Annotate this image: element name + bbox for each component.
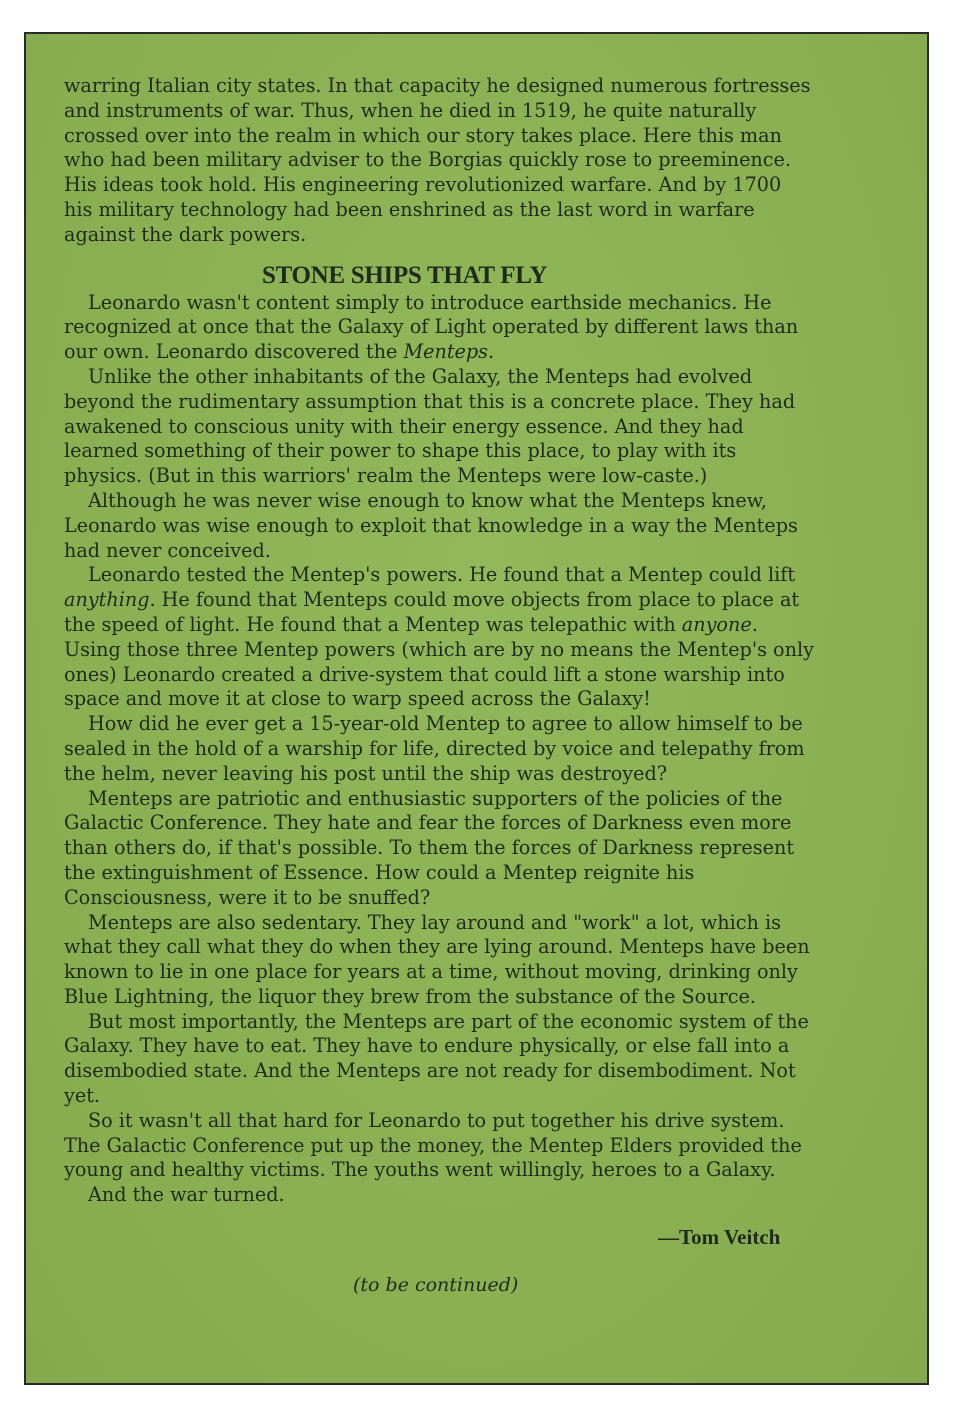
paragraph-5: How did he ever get a 15-year-old Mentep to agree to allow himself to be sealed in the hold of a warship for life, directed by voice and telepathy from the helm, never leaving his post until the ship was destroyed? (64, 712, 805, 785)
paragraph-7: Menteps are also sedentary. They lay around and "work" a lot, which is what they call what they do when they are lying around. Menteps have been known to lie in one place for years at a time, without moving, drinking only Blue Lightning, the liquor they brew from the substance of the Source. (64, 910, 810, 1008)
section-heading: STONE SHIPS THAT FLY (262, 261, 548, 289)
to-be-continued-note: (to be continued) (353, 1274, 519, 1296)
intro-paragraph: warring Italian city states. In that capacity he designed numerous fortresses and instruments of war. Thus, when he died in 1519, he quite naturally crossed over into the realm in which our story takes place. Here this man who had been military adviser to the Borgias quickly rose to preeminence. His ideas took hold. His engineering revolutionized warfare. And by 1700 his military technology had been enshrined as the last word in warfare against the dark powers. (64, 74, 811, 246)
paragraph-8: But most importantly, the Menteps are part of the economic system of the Galaxy. They have to eat. They have to endure physically, or else fall into a disembodied state. And the Menteps are not ready for disembodiment. Not yet. (64, 1009, 809, 1108)
paragraph-3: Although he was never wise enough to know what the Menteps knew, Leonardo was wise enough to exploit that knowledge in a way the Menteps had never conceived. (64, 488, 798, 562)
paragraph-2: Unlike the other inhabitants of the Galaxy, the Menteps had evolved beyond the rudimentary assumption that this is a concrete place. They had awakened to conscious unity with their energy essence. And they had learned something of their power to shape this place, to play with its physics. (But in this warriors' realm the Menteps were low-caste.) (64, 364, 796, 488)
paragraph-1: Leonardo wasn't content simply to introduce earthside mechanics. He recognized at once that the Galaxy of Light operated by different laws than our own. Leonardo discovered the Menteps. (64, 290, 799, 364)
paragraph-10: And the war turned. (88, 1183, 285, 1207)
paragraph-9: So it wasn't all that hard for Leonardo to put together his drive system. The Galactic Conference put up the money, the Mentep Elders provided the young and healthy victims. The youths went willingly, heroes to a Galaxy. (64, 1108, 802, 1182)
author-signature: —Tom Veitch (658, 1225, 781, 1249)
article-body (64, 74, 814, 1208)
paragraph-6: Menteps are patriotic and enthusiastic supporters of the policies of the Galactic Conference. They hate and fear the forces of Darkness even more than others do, if that's possible. To them the forces of Darkness represent the extinguishment of Essence. How could a Mentep reignite his Consciousness, were it to be snuffed? (64, 786, 795, 909)
article-panel (24, 32, 929, 1385)
paragraph-4: Leonardo tested the Mentep's powers. He found that a Mentep could lift anything. He found that Menteps could move objects from place to place at the speed of light. He found that a Mentep was telepathic with anyone. Using those three Mentep powers (which are by no means the Mentep's only ones) Leonardo created a drive-system that could lift a stone warship into space and move it at close to warp speed across the Galaxy! (64, 563, 814, 711)
